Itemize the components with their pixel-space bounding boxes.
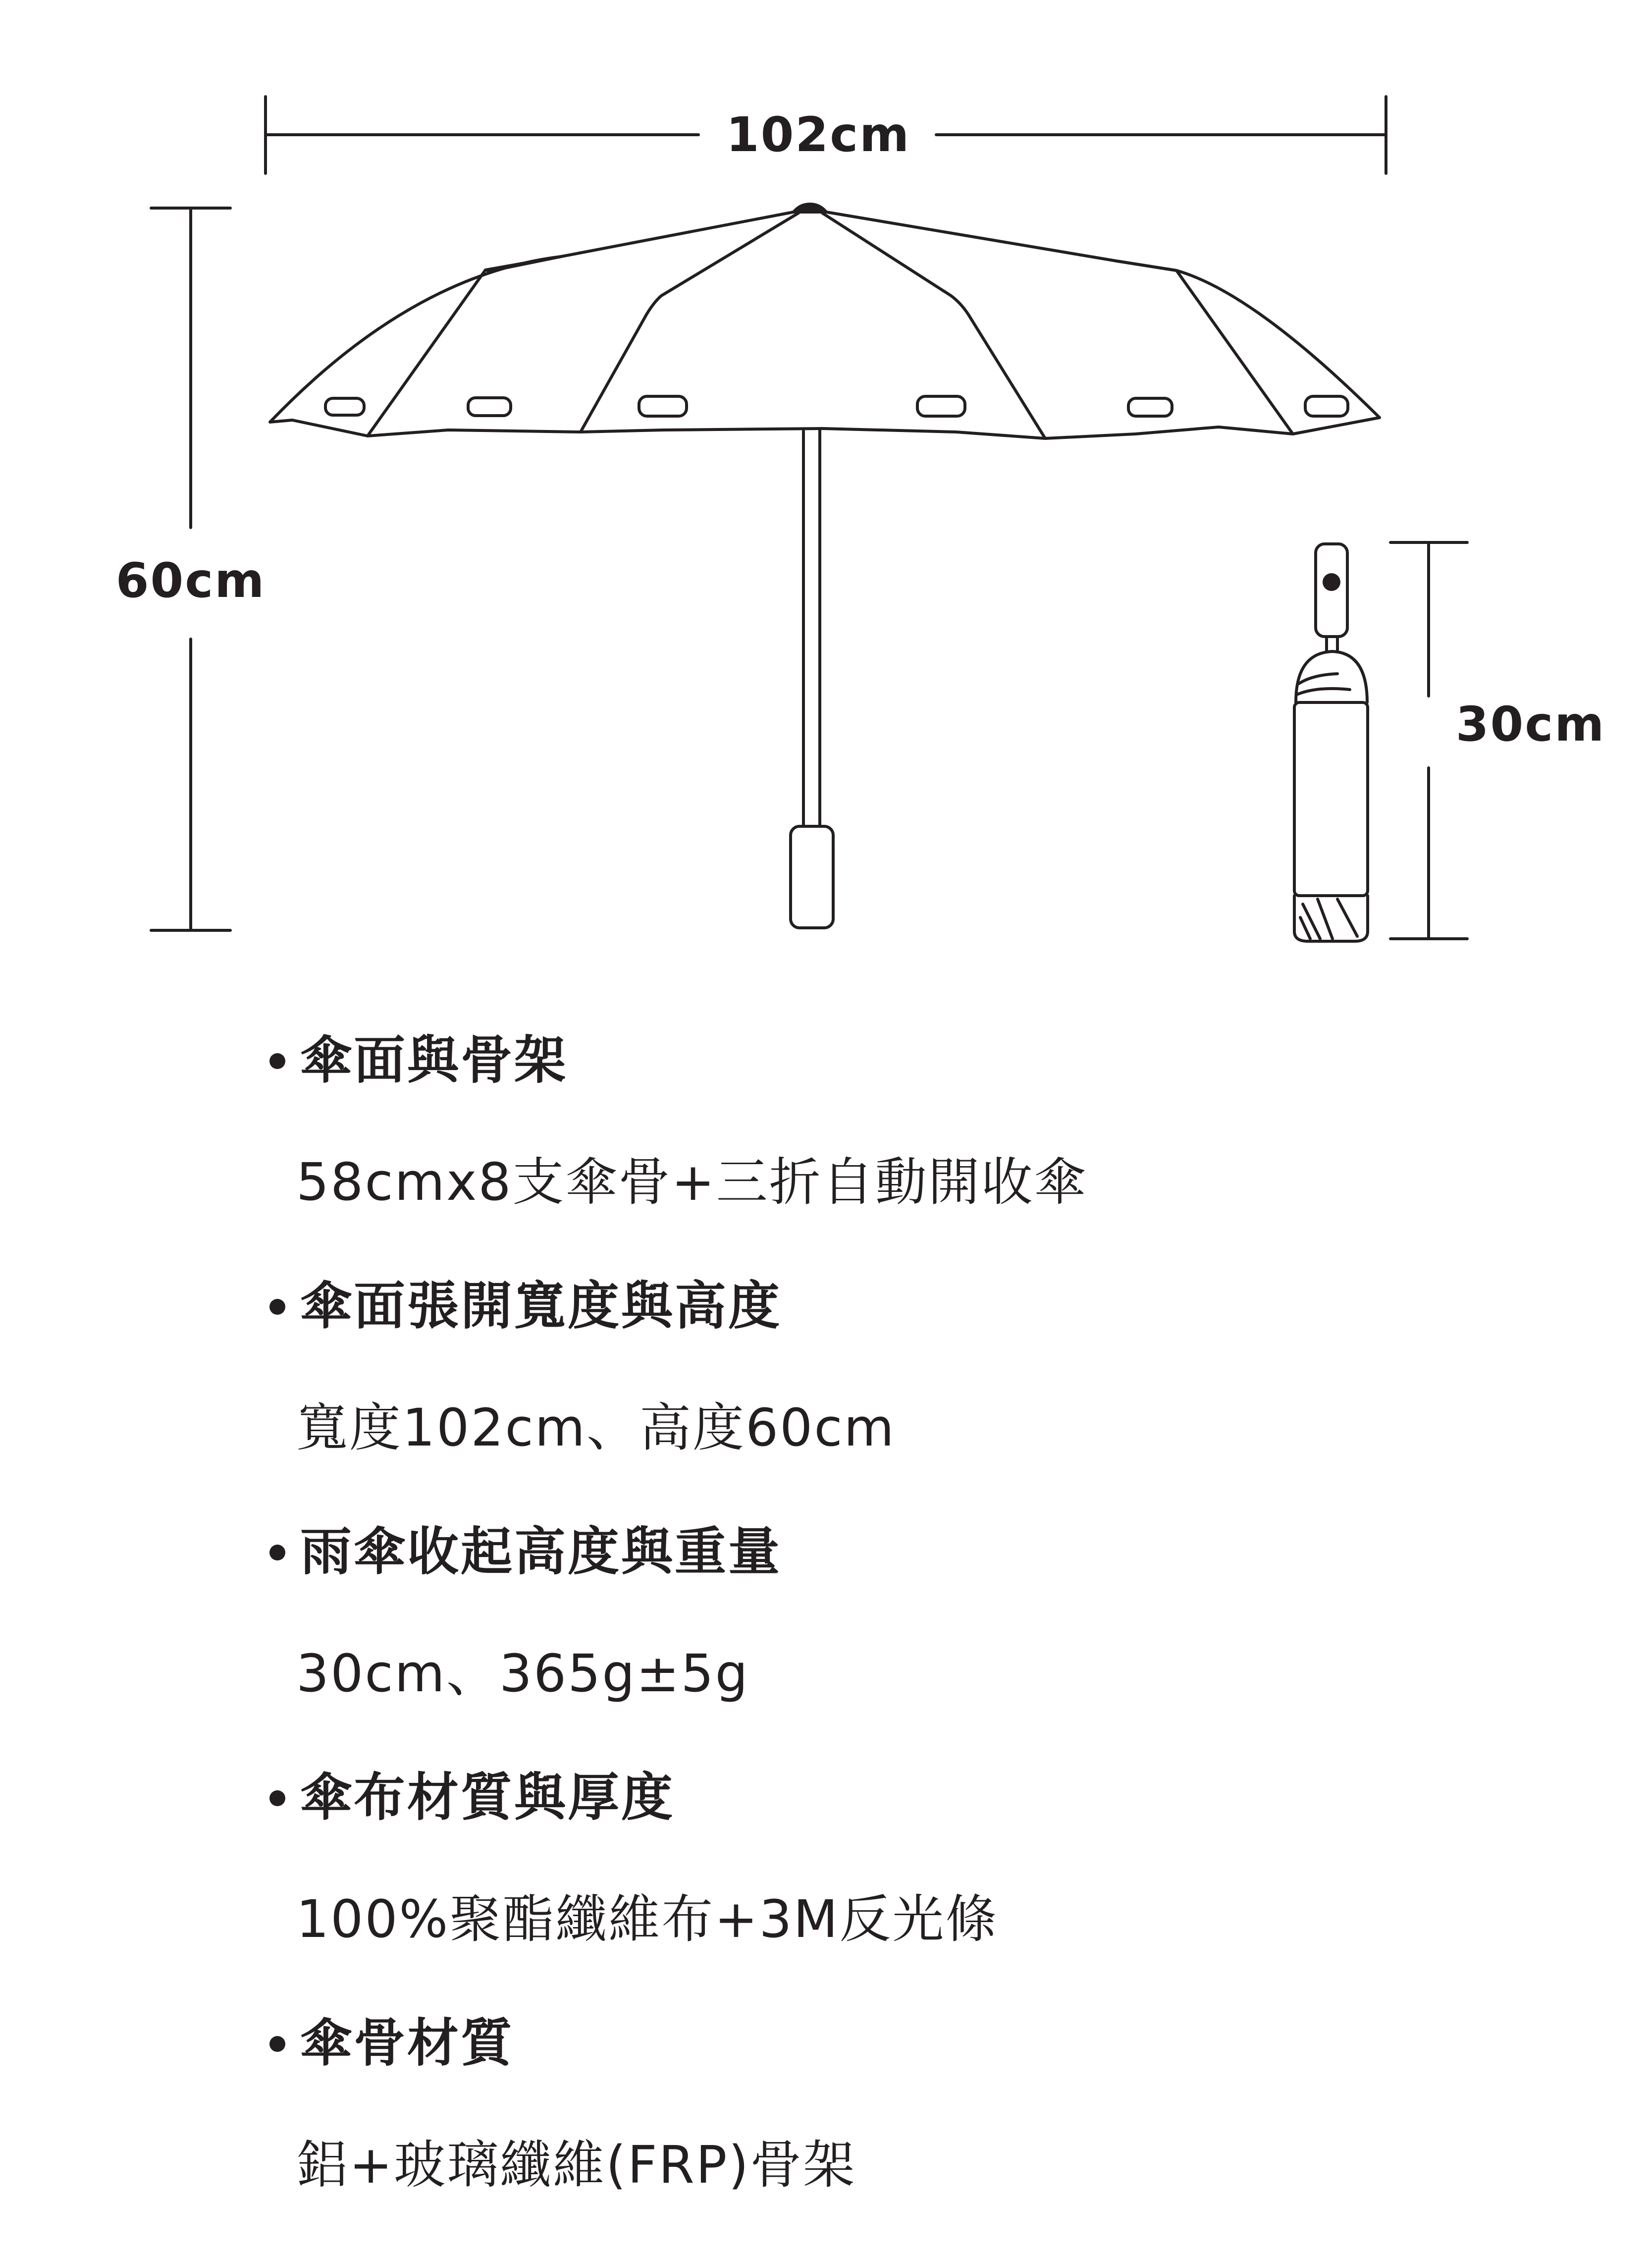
spec-title: 雨傘收起高度與重量 bbox=[267, 1517, 1605, 1586]
bullet-dot-icon bbox=[269, 1053, 285, 1069]
spec-value: 58cmx8支傘骨+三折自動開收傘 bbox=[296, 1152, 1087, 1212]
open-umbrella-canopy bbox=[270, 204, 1380, 928]
folded-handle-button bbox=[1323, 573, 1340, 591]
spec-value: 鋁+玻璃纖維(FRP)骨架 bbox=[296, 2135, 856, 2195]
spec-item bbox=[267, 1763, 1605, 1954]
spec-item bbox=[267, 2008, 1605, 2200]
spec-title: 傘面張開寬度與高度 bbox=[267, 1271, 1605, 1341]
umbrella-dimension-diagram bbox=[0, 0, 1652, 991]
spec-title: 傘面與骨架 bbox=[267, 1025, 1605, 1095]
spec-list bbox=[267, 1025, 1605, 2254]
bullet-dot-icon bbox=[269, 1545, 285, 1560]
bullet-dot-icon bbox=[269, 2036, 285, 2052]
spec-value: 寬度102cm、高度60cm bbox=[296, 1397, 896, 1458]
spec-item bbox=[267, 1271, 1605, 1462]
height-label: 60cm bbox=[115, 553, 266, 608]
width-label: 102cm bbox=[726, 107, 911, 162]
canopy-top-cap bbox=[794, 203, 826, 212]
bullet-dot-icon bbox=[269, 1299, 285, 1315]
spec-title: 傘骨材質 bbox=[267, 2008, 1605, 2078]
spec-value: 100%聚酯纖維布+3M反光條 bbox=[296, 1889, 999, 1949]
spec-value: 30cm、365g±5g bbox=[296, 1643, 749, 1704]
spec-item bbox=[267, 1025, 1605, 1217]
spec-item bbox=[267, 1517, 1605, 1708]
spec-title: 傘布材質與厚度 bbox=[267, 1763, 1605, 1832]
bullet-dot-icon bbox=[269, 1790, 285, 1806]
folded-umbrella bbox=[1294, 544, 1368, 941]
folded-height-label: 30cm bbox=[1455, 697, 1606, 752]
